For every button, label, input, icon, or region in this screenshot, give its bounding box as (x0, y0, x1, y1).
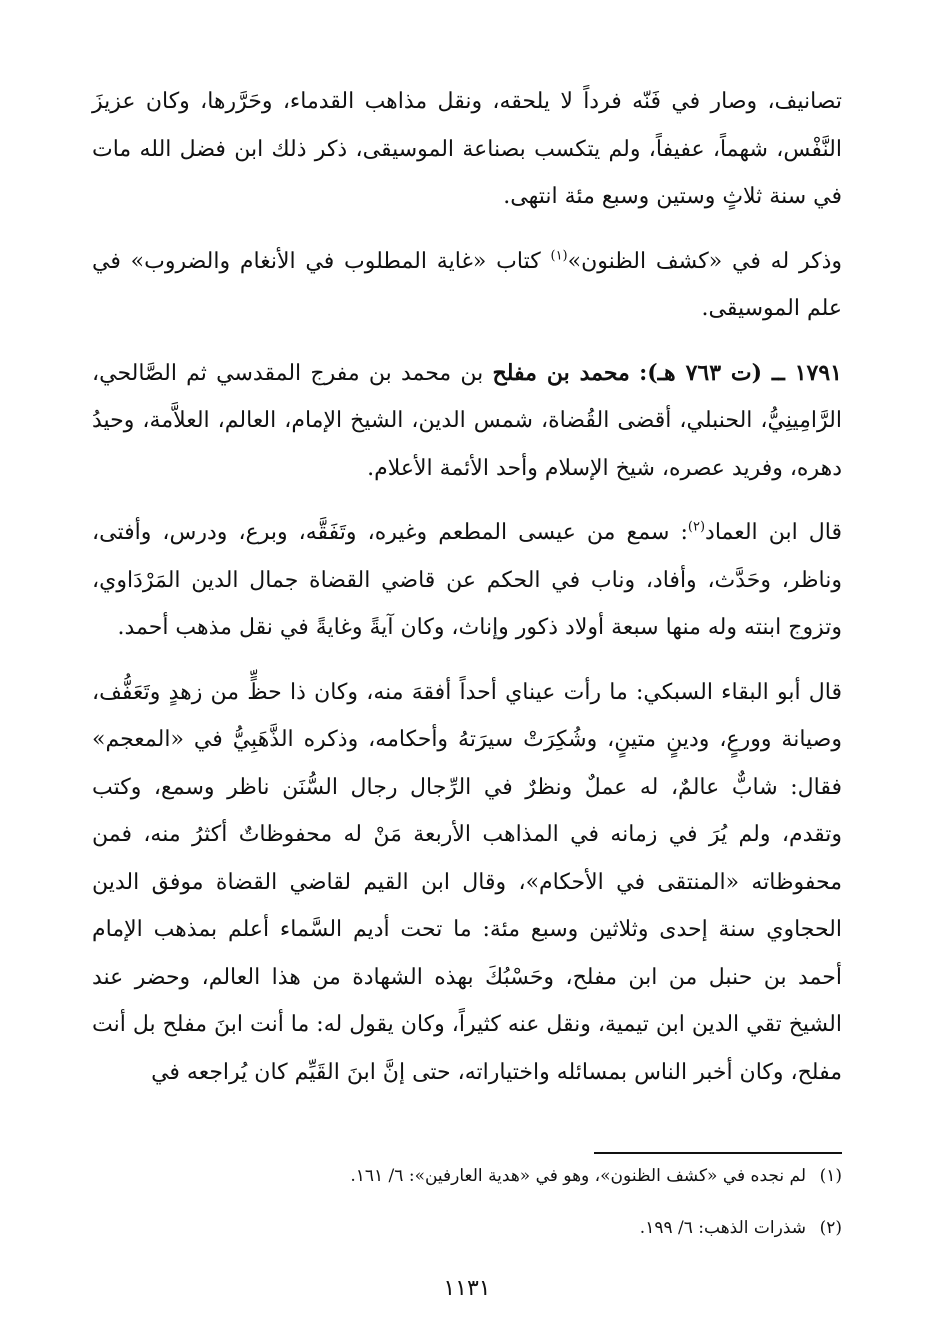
paragraph-subki: قال أبو البقاء السبكي: ما رأت عيناي أحداً أفقهَ منه، وكان ذا حظٍّ من زهدٍ وتَعَفُّف، وصيانة وورعٍ، ودينٍ متينٍ، وشُكِرَتْ سيرَتهُ وأحكامه، وذكره الذَّهَبِيُّ في «المعجم» فقال: شابٌّ عالمٌ، له عملٌ ونظرٌ في الرِّجال رجال السُّنَن ناظر وسمع، وكتب وتقدم، ولم يُرَ في زمانه في المذاهب الأربعة مَنْ له محفوظاتٌ أكثرُ منه، فمن محفوظاته «المنتقى في الأحكام»، وقال ابن القيم لقاضي القضاة موفق الدين الحجاوي سنة إحدى وثلاثين وسبع مئة: ما تحت أديم السَّماء أعلم بمذهب الإمام أحمد بن حنبل من ابن مفلح، وحَسْبُكَ بهذه الشهادة من هذا العالم، وحضر عند الشيخ تقي الدين ابن تيمية، ونقل عنه كثيراً، وكان يقول له: ما أنت ابنَ مفلح بل أنت مفلح، وكان أخبر الناس بمسائله واختياراته، حتى إنَّ ابنَ القَيِّم كان يُراجعه في (92, 679, 842, 1085)
footnotes (92, 1164, 842, 1240)
footnote-ref-1: (١) (550, 248, 568, 264)
footnote-number: (١) (819, 1166, 842, 1186)
footnote-ref-2: (٢) (687, 519, 706, 535)
paragraph-ibn-al-imad (92, 509, 842, 652)
paragraph-text-start: قال ابن العماد (705, 520, 842, 545)
paragraph-continuation: تصانيف، وصار في فَنّه فرداً لا يلحقه، ونقل مذاهب القدماء، وحَرَّرها، وكان عزيزَ النَّفْس، شهماً، عفيفاً، ولم يتكسب بصناعة الموسيقى، ذكر ذلك ابن فضل الله مات في سنة ثلاثٍ وستين وسبع مئة انتهى. (92, 89, 842, 209)
paragraph-text-end: كتاب «غاية المطلوب في الأنغام والضروب» في علم الموسيقى. (92, 248, 842, 321)
paragraph-text-end: : سمع من عيسى المطعم وغيره، وتَفَقَّه، وبرع، ودرس، وأفتى، وناظر، وحَدَّث، وأفاد، وناب في الحكم عن قاضي القضاة جمال الدين المَرْدَاوي، وتزوج ابنته وله منها سبعة أولاد ذكور وإناث، وكان آيةً وغايةً في نقل مذهب أحمد. (92, 520, 842, 640)
entry-1791 (92, 350, 842, 493)
footnote-separator (594, 1152, 842, 1154)
footnote-text: لم نجده في «كشف الظنون»، وهو في «هدية العارفين»: ٦/ ١٦١. (350, 1166, 806, 1186)
entry-number: ١٧٩١ ــ (ت ٧٦٣ هـ): (639, 359, 842, 386)
footnote-text: شذرات الذهب: ٦/ ١٩٩. (639, 1218, 806, 1238)
footnote-number: (٢) (819, 1218, 842, 1238)
paragraph-text-start: وذكر له في «كشف الظنون» (567, 248, 842, 274)
page-body (92, 78, 842, 1096)
paragraph-kashf-note (92, 238, 842, 333)
footnote-2 (92, 1216, 842, 1240)
footnote-1 (92, 1164, 842, 1188)
page-number: ١١٣١ (443, 1276, 491, 1301)
entry-text: بن محمد بن مفرج المقدسي ثم الصَّالحي، الرَّامِينِيُّ، الحنبلي، أقضى القُضاة، شمس الدين، الشيخ الإمام، العالم، العلاَّمة، وحيدُ دهره، وفريد عصره، شيخ الإسلام وأحد الأئمة الأعلام. (92, 360, 842, 481)
entry-name: محمد بن مفلح (492, 359, 630, 386)
